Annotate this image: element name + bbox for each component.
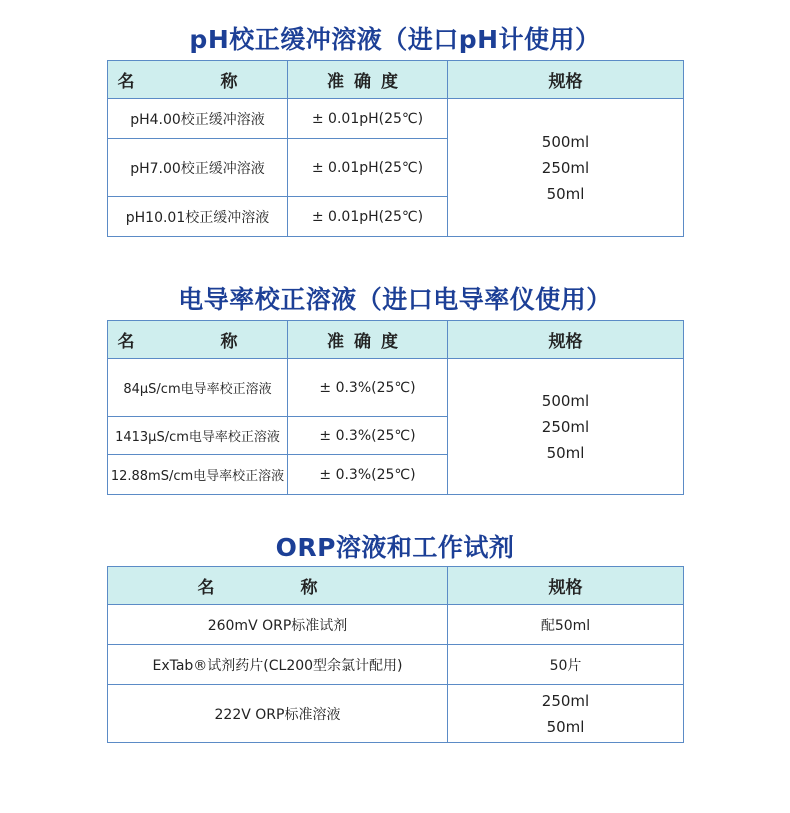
header-accuracy: 准确度 — [288, 321, 448, 359]
header-spec: 规格 — [448, 567, 684, 605]
product-name: pH10.01校正缓冲溶液 — [108, 197, 288, 237]
orp-table — [107, 566, 684, 743]
header-spec: 规格 — [448, 61, 684, 99]
product-name: 222V ORP标准溶液 — [108, 685, 448, 743]
product-name: 260mV ORP标准试剂 — [108, 605, 448, 645]
spec-value: 250ml 50ml — [448, 685, 684, 743]
product-name: 84μS/cm电导率校正溶液 — [108, 359, 288, 417]
header-spec: 规格 — [448, 321, 684, 359]
header-name: 名 称 — [108, 321, 288, 359]
accuracy-value: ± 0.01pH(25℃) — [288, 99, 448, 139]
accuracy-value: ± 0.01pH(25℃) — [288, 197, 448, 237]
section-title-orp: ORP溶液和工作试剂 — [275, 533, 515, 562]
accuracy-value: ± 0.3%(25℃) — [288, 359, 448, 417]
conductivity-table — [107, 320, 684, 495]
section-title-conductivity: 电导率校正溶液（进口电导率仪使用） — [178, 285, 612, 314]
spec-value: 50片 — [448, 645, 684, 685]
spec-cell: 500ml 250ml 50ml — [448, 99, 684, 237]
product-name: pH7.00校正缓冲溶液 — [108, 139, 288, 197]
accuracy-value: ± 0.3%(25℃) — [288, 455, 448, 495]
accuracy-value: ± 0.3%(25℃) — [288, 417, 448, 455]
product-name: pH4.00校正缓冲溶液 — [108, 99, 288, 139]
spec-cell: 500ml 250ml 50ml — [448, 359, 684, 495]
spec-value: 配50ml — [448, 605, 684, 645]
product-name: 1413μS/cm电导率校正溶液 — [108, 417, 288, 455]
product-name: ExTab®试剂药片(CL200型余氯计配用) — [108, 645, 448, 685]
header-name: 名 称 — [108, 61, 288, 99]
accuracy-value: ± 0.01pH(25℃) — [288, 139, 448, 197]
header-name: 名 称 — [108, 567, 448, 605]
header-accuracy: 准确度 — [288, 61, 448, 99]
product-name: 12.88mS/cm电导率校正溶液 — [108, 455, 288, 495]
ph-buffer-table — [107, 60, 684, 237]
section-title-ph: pH校正缓冲溶液（进口pH计使用） — [189, 25, 601, 54]
